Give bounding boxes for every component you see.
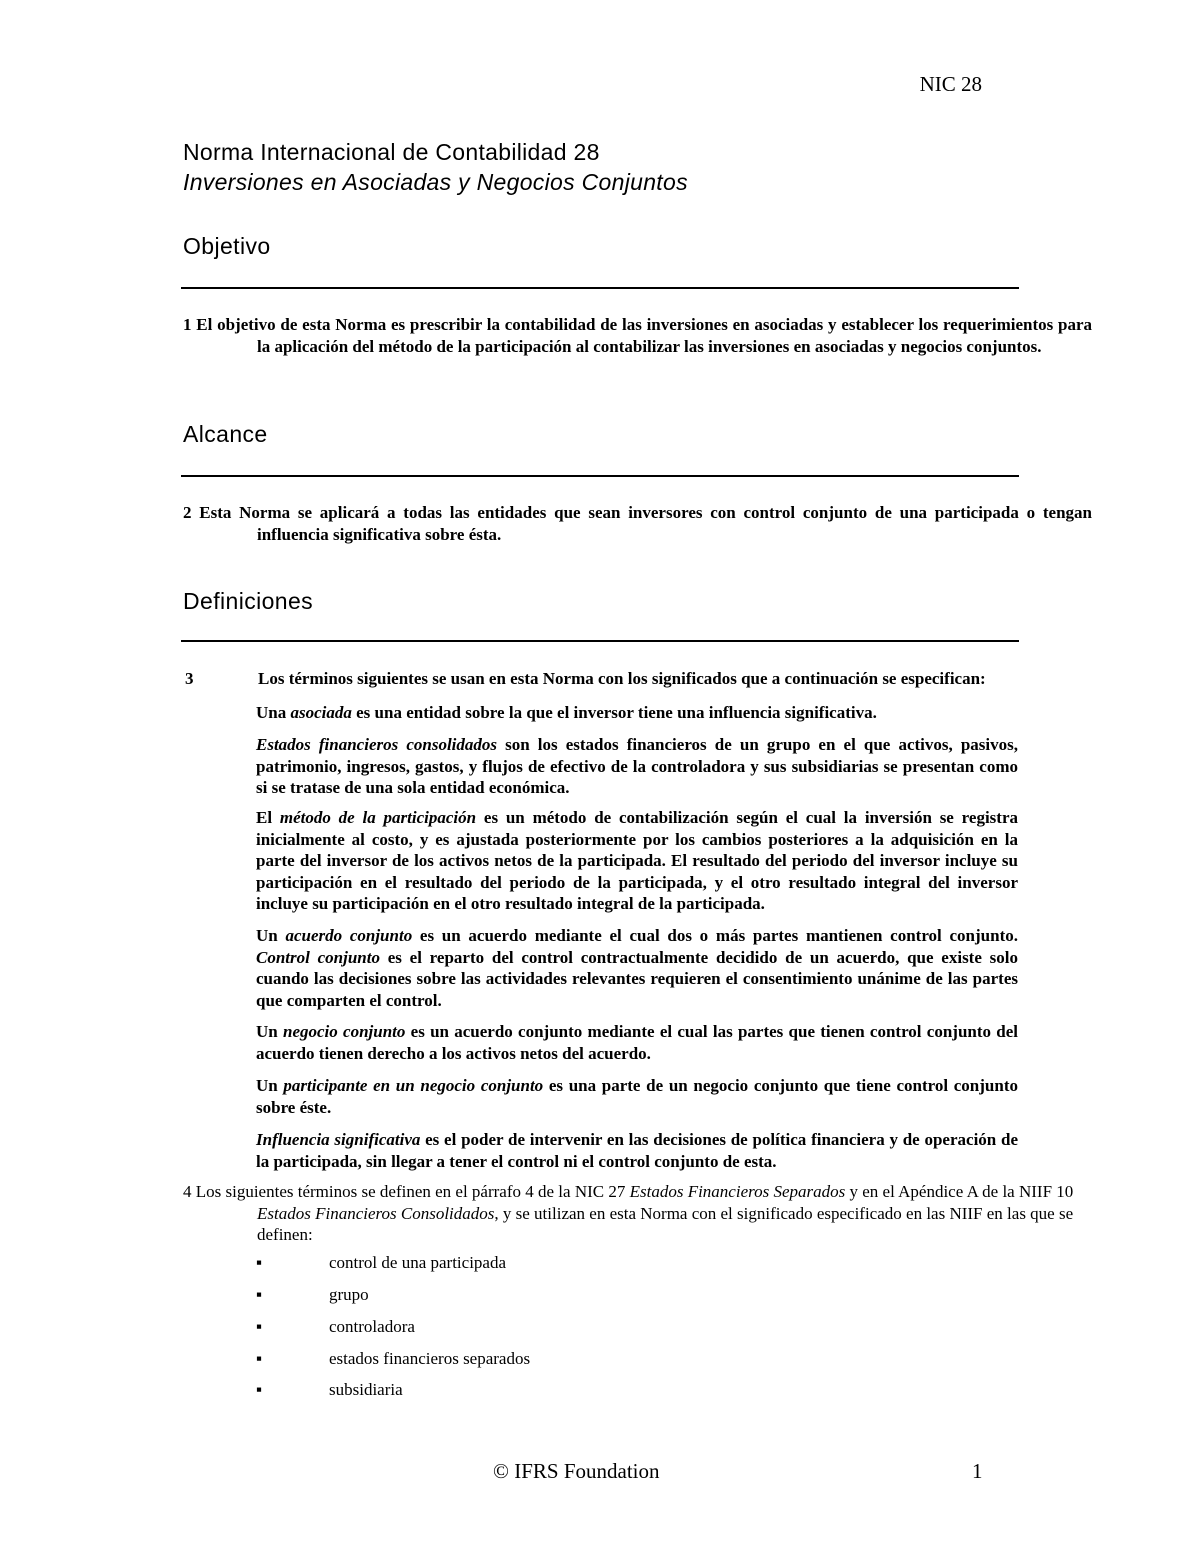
definition-estados-financieros-consolidados: Estados financieros consolidados son los estados financieros de un grupo en el que activos, pasivos, patrimonio, ingresos, gastos, y flujos de efectivo de la controladora y sus subsidiarias se presentan como si se tratase de una sola entidad económica. [256, 735, 1018, 797]
defined-term: asociada [290, 703, 352, 722]
heading-definiciones: Definiciones [183, 588, 314, 614]
defined-term: participante en un negocio conjunto [283, 1076, 544, 1095]
bullet-icon: ▪ [256, 1253, 263, 1272]
defined-term: método de la participación [279, 808, 477, 827]
definition-asociada: Una asociada es una entidad sobre la que el inversor tiene una influencia significativa. [256, 703, 877, 722]
paragraph-1: 1 El objetivo de esta Norma es prescribir la contabilidad de las inversiones en asociadas y establecer los requerimientos para la aplicación del método de la participación al contabilizar las inversiones en asociadas y negocios conjuntos. [183, 315, 1092, 356]
list-item: grupo [329, 1285, 369, 1304]
bullet-icon: ▪ [256, 1349, 263, 1368]
document-title: Norma Internacional de Contabilidad 28 [183, 139, 600, 165]
footer-copyright: © IFRS Foundation [493, 1459, 660, 1483]
bullet-icon: ▪ [256, 1380, 263, 1399]
heading-alcance: Alcance [183, 421, 268, 447]
section-divider [181, 475, 1019, 477]
definition-acuerdo-conjunto: Un acuerdo conjunto es un acuerdo mediante el cual dos o más partes mantienen control conjunto. Control conjunto es el reparto del control contractualmente decidido de un acuerdo, que existe solo cuando las decisiones sobre las actividades relevantes requieren el consentimiento unánime de las partes que comparten el control. [256, 926, 1018, 1010]
definition-negocio-conjunto: Un negocio conjunto es un acuerdo conjunto mediante el cual las partes que tienen control conjunto del acuerdo tienen derecho a los activos netos del acuerdo. [256, 1022, 1019, 1063]
definition-metodo-participacion: El método de la participación es un método de contabilización según el cual la inversión se registra inicialmente al costo, y es ajustada posteriormente por los cambios posteriores a la adquisición en la parte del inversor de los activos netos de la participada. El resultado del periodo del inversor incluye su participación en el resultado del periodo de la participada, y el otro resultado integral del inversor incluye su participación en el otro resultado integral de la participada. [256, 808, 1018, 913]
paragraph-3-number: 3 [185, 669, 194, 688]
list-item: subsidiaria [329, 1380, 403, 1399]
bullet-icon: ▪ [256, 1285, 263, 1304]
definition-influencia-significativa: Influencia significativa es el poder de intervenir en las decisiones de política financiera y de operación de la participada, sin llegar a tener el control ni el control conjunto de esta. [256, 1130, 1018, 1171]
paragraph-4: 4 Los siguientes términos se definen en el párrafo 4 de la NIC 27 Estados Financieros Separados y en el Apéndice A de la NIIF 10 Estados Financieros Consolidados, y se utilizan en esta Norma con el significado especificado en las NIIF en las que se definen: [183, 1182, 1074, 1244]
defined-term: Control conjunto [256, 947, 380, 967]
section-divider [181, 640, 1019, 642]
document-subtitle: Inversiones en Asociadas y Negocios Conjuntos [183, 169, 688, 195]
paragraph-2: 2 Esta Norma se aplicará a todas las entidades que sean inversores con control conjunto de una participada o tengan influencia significativa sobre ésta. [183, 503, 1092, 544]
header-standard-code: NIC 28 [919, 72, 982, 96]
defined-term: Influencia significativa [256, 1130, 421, 1149]
page-number: 1 [972, 1459, 983, 1483]
defined-term: Estados financieros consolidados [256, 735, 498, 754]
list-item: controladora [329, 1317, 415, 1336]
paragraph-3-intro: Los términos siguientes se usan en esta Norma con los significados que a continuación se especifican: [258, 669, 986, 688]
defined-term: acuerdo conjunto [285, 926, 413, 945]
defined-term: negocio conjunto [283, 1022, 406, 1041]
bullet-icon: ▪ [256, 1317, 263, 1336]
section-divider [181, 287, 1019, 289]
list-item: estados financieros separados [329, 1349, 531, 1368]
list-item: control de una participada [329, 1253, 507, 1272]
heading-objetivo: Objetivo [183, 233, 271, 259]
definition-participante-negocio-conjunto: Un participante en un negocio conjunto es una parte de un negocio conjunto que tiene control conjunto sobre éste. [256, 1076, 1018, 1117]
